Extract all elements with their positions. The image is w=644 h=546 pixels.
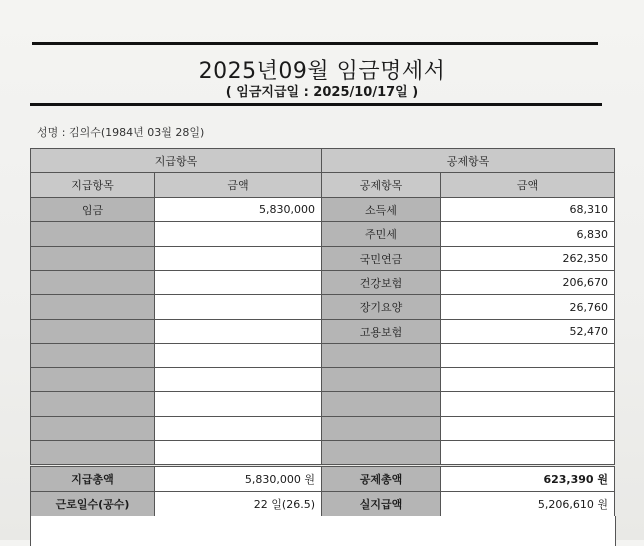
header-rule	[30, 103, 602, 106]
pay-amount-cell	[154, 319, 322, 344]
deduction-amount-cell	[440, 416, 615, 441]
pay-amount-cell	[154, 391, 322, 417]
pay-date-subtitle: ( 임금지급일 : 2025/10/17일 )	[225, 85, 419, 100]
pay-amount-cell	[154, 440, 322, 465]
pay-amount-cell	[154, 270, 322, 295]
pay-item-cell: 임금	[30, 197, 155, 222]
deduction-amount-cell: 52,470	[440, 319, 615, 344]
pay-amount-cell: 5,830,000	[154, 197, 322, 222]
pay-item-cell	[30, 294, 155, 320]
net-pay-value: 5,206,610 원	[440, 491, 615, 517]
deduction-amount-col-header: 금액	[440, 172, 615, 198]
deduction-item-cell	[321, 391, 441, 417]
deduction-item-cell: 주민세	[321, 221, 441, 247]
deduction-item-cell	[321, 440, 441, 465]
deduction-item-cell: 국민연금	[321, 246, 441, 271]
deduction-amount-cell	[440, 440, 615, 465]
pay-amount-col-header: 금액	[154, 172, 322, 198]
deduction-amount-cell: 6,830	[440, 221, 615, 247]
deduction-item-cell: 장기요양	[321, 294, 441, 320]
deduction-item-cell: 고용보험	[321, 319, 441, 344]
pay-amount-cell	[154, 246, 322, 271]
deduction-amount-cell	[440, 343, 615, 368]
deduction-item-cell: 건강보험	[321, 270, 441, 295]
deduction-amount-cell	[440, 367, 615, 392]
pay-item-cell	[30, 343, 155, 368]
work-days-value: 22 일(26.5)	[154, 491, 322, 517]
pay-amount-cell	[154, 367, 322, 392]
deduction-amount-cell	[440, 391, 615, 417]
deduction-item-cell	[321, 367, 441, 392]
deduction-amount-cell: 26,760	[440, 294, 615, 320]
deduction-item-cell	[321, 416, 441, 441]
pay-amount-cell	[154, 294, 322, 320]
pay-item-cell	[30, 270, 155, 295]
pay-item-cell	[30, 416, 155, 441]
pay-amount-cell	[154, 343, 322, 368]
pay-item-cell	[30, 391, 155, 417]
deduction-item-cell	[321, 343, 441, 368]
pay-item-cell	[30, 221, 155, 247]
deduction-amount-cell: 262,350	[440, 246, 615, 271]
payment-group-header: 지급항목	[30, 148, 322, 173]
deduction-amount-cell: 68,310	[440, 197, 615, 222]
net-pay-label: 실지급액	[321, 491, 441, 517]
top-rule	[32, 42, 598, 45]
pay-item-cell	[30, 367, 155, 392]
pay-item-cell	[30, 246, 155, 271]
employee-info: 성명 : 김의수(1984년 03월 28일)	[37, 126, 205, 139]
pay-amount-cell	[154, 221, 322, 247]
total-deduction-label: 공제총액	[321, 466, 441, 492]
total-deduction-value: 623,390 원	[440, 466, 615, 492]
deduction-group-header: 공제항목	[321, 148, 615, 173]
deduction-item-cell: 소득세	[321, 197, 441, 222]
table-bottom-area	[30, 516, 616, 546]
pay-amount-cell	[154, 416, 322, 441]
pay-item-col-header: 지급항목	[30, 172, 155, 198]
work-days-label: 근로일수(공수)	[30, 491, 155, 517]
pay-item-cell	[30, 440, 155, 465]
deduction-amount-cell: 206,670	[440, 270, 615, 295]
page-title: 2025년09월 임금명세서	[198, 59, 446, 84]
total-pay-value: 5,830,000 원	[154, 466, 322, 492]
total-pay-label: 지급총액	[30, 466, 155, 492]
pay-item-cell	[30, 319, 155, 344]
deduction-item-col-header: 공제항목	[321, 172, 441, 198]
